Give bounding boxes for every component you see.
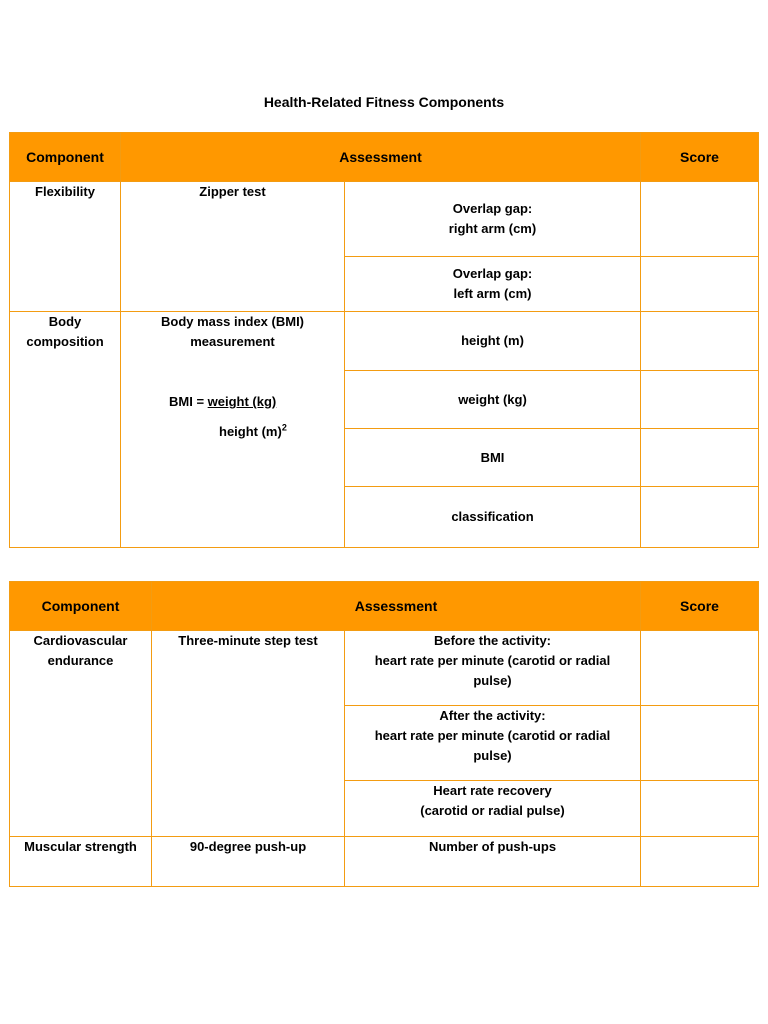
test-line: Body mass index (BMI) [160,314,305,329]
fitness-table-1 [9,132,759,548]
test-bmi [121,312,345,548]
page-title: Health-Related Fitness Components [263,94,505,110]
assessment-item [345,182,641,257]
assessment-item [345,781,641,837]
item-line: pulse) [473,673,512,688]
bmi-formula [121,392,344,452]
score-cell[interactable] [641,182,759,257]
score-cell[interactable] [641,781,759,837]
component-body-composition [10,312,121,548]
item-line: heart rate per minute (carotid or radial [374,728,611,743]
assessment-item [345,631,641,706]
assessment-item: height (m) [345,312,641,371]
item-line: Before the activity: [433,633,552,648]
formula-denominator: height (m) [219,424,282,439]
score-cell[interactable] [641,371,759,429]
item-line: Overlap gap: [452,201,533,216]
table-header-row [10,133,759,182]
table-row [10,182,759,257]
table-row [10,312,759,371]
item-line: Heart rate recovery [433,783,552,798]
header-score: Score [641,133,759,182]
score-cell[interactable] [641,487,759,548]
header-score: Score [641,582,759,631]
table-row [10,631,759,706]
score-cell[interactable] [641,429,759,487]
component-line: Body [48,314,82,329]
component-line: endurance [47,653,114,668]
header-assessment: Assessment [121,133,641,182]
table-row [10,837,759,887]
item-line: Overlap gap: [452,266,533,281]
test-push-up: 90-degree push-up [152,837,345,887]
component-flexibility: Flexibility [10,182,121,312]
score-cell[interactable] [641,706,759,781]
header-component: Component [10,582,152,631]
item-line: heart rate per minute (carotid or radial [374,653,611,668]
score-cell[interactable] [641,837,759,887]
fitness-table-2 [9,581,759,887]
item-line: right arm (cm) [448,221,537,236]
assessment-item: classification [345,487,641,548]
score-cell[interactable] [641,312,759,371]
item-line: After the activity: [439,708,546,723]
component-muscular-strength: Muscular strength [10,837,152,887]
header-assessment: Assessment [152,582,641,631]
table-header-row [10,582,759,631]
assessment-item: BMI [345,429,641,487]
item-line: pulse) [473,748,512,763]
test-line: measurement [190,334,275,349]
formula-prefix: BMI = [169,394,208,409]
assessment-item: weight (kg) [345,371,641,429]
score-cell[interactable] [641,257,759,312]
test-zipper: Zipper test [121,182,345,312]
assessment-item [345,706,641,781]
score-cell[interactable] [641,631,759,706]
component-cardiovascular [10,631,152,837]
item-line: (carotid or radial pulse) [420,803,565,818]
component-line: composition [26,334,104,349]
formula-numerator: weight (kg) [207,394,277,409]
formula-exponent: 2 [281,422,287,433]
component-line: Cardiovascular [33,633,128,648]
item-line: left arm (cm) [453,286,532,301]
assessment-item [345,257,641,312]
test-step: Three-minute step test [152,631,345,837]
header-component: Component [10,133,121,182]
assessment-item: Number of push-ups [345,837,641,887]
